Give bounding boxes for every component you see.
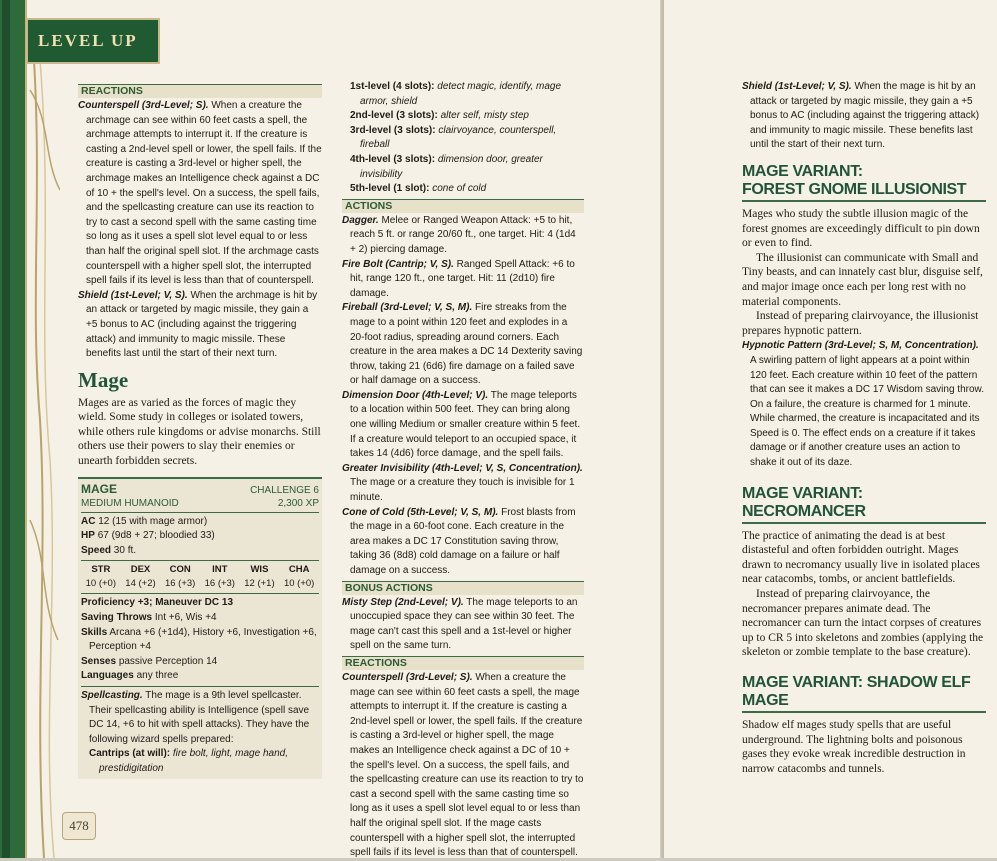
action-text: The mage or a creature they touch is invisible for 1 minute. [350,477,575,504]
reaction-entry [342,671,584,861]
senses-value: passive Perception 14 [118,655,218,667]
spell-level-label: 1st-level (4 slots): [350,81,435,92]
action-name: Cone of Cold (5th-Level; V, S, M). [342,506,499,518]
bonus-name: Misty Step (2nd-Level; V). [342,596,464,608]
shadow-elf-heading: MAGE VARIANT: SHADOW ELF MAGE [742,674,986,713]
gnome-variant-heading [742,163,986,202]
shield-text-right: When the mage is hit by an attack or targeted by magic missile, they gain a +5 bonus to AC (including against the triggering attack) and immunity to magic missile. These benefits last until the start of their next turn. [750,81,980,151]
speed-label: Speed [81,544,112,556]
spell-level-spells: alter self, misty step [440,110,529,122]
spell-level-spells: cone of cold [432,183,487,195]
ability-score: 14 (+2) [125,578,156,590]
shadow-elf-body [742,718,986,776]
gnome-paragraph: Instead of preparing clairvoyance, the illusionist prepares hypnotic pattern. [742,310,979,337]
ability-score: 10 (+0) [283,578,315,590]
statblock-name: MAGE [81,481,117,496]
ac-label: AC [81,515,96,527]
ability-name: STR [91,564,111,576]
spell-level-line [342,182,584,197]
cantrips-label: Cantrips (at will): [89,748,171,760]
action-text: Ranged Spell Attack: +6 to hit, range 120 ft., one target. Hit: 11 (2d10) fire damage. [350,258,575,299]
spell-level-spells: clairvoyance, counterspell, fireball [360,124,557,151]
cantrips-list: fire bolt, light, mage hand, prestidigitation [99,748,288,774]
action-entry [342,214,584,258]
spell-level-line [342,124,584,153]
action-entry [342,462,584,506]
spell-level-line [342,80,584,109]
reactions-heading-2: REACTIONS [342,656,584,670]
speed-value: 30 ft. [113,544,137,556]
action-text: Fire streaks from the mage to a point within 120 feet and explodes in a 20-foot radius, spreading around corners. Each creature in the area makes a DC 14 Dexterity saving throw, taking 21 (6d6) fire damage on a failed save or half damage on a success. [350,302,583,387]
spell-level-label: 5th-level (1 slot): [350,183,430,195]
ability-name: CHA [288,564,310,576]
action-text: The mage teleports to a location within 500 feet. They can bring along one willing Medium or smaller creature within 5 feet. If a creature would teleport to an occupied space, it takes 14 (4d6) force damage, and the spell fails. [350,389,581,460]
ability-table [81,563,319,591]
action-entry [342,389,584,462]
right-page [664,0,997,858]
gnome-body [742,207,986,338]
action-name: Fireball (3rd-Level; V, S, M). [342,302,473,314]
hypnotic-text: A swirling pattern of light appears at a point within 120 feet. Each creature within 10 feet of the pattern that can see it makes a DC 17 Wisdom saving throw. On a failure, the creature is charmed for 1 minute. While charmed, the creature is incapacitated and its Speed is 0. The effect ends on a creature if it takes damage or if another creature uses an action to shake it out of its daze. [750,354,984,469]
bonus-actions-heading: BONUS ACTIONS [342,581,584,595]
necromancer-body [742,529,986,660]
languages-value: any three [136,670,179,682]
statblock-type: MEDIUM HUMANOID [81,497,179,509]
shield-name: Shield (1st-Level; V, S). [78,289,188,301]
gnome-paragraph: The illusionist can communicate with Small and Tiny beasts, and can innately cast blur, disguise self, and major image once each per long rest with no material components. [742,251,983,308]
middle-column [342,80,584,861]
necromancer-heading: MAGE VARIANT: NECROMANCER [742,485,986,524]
ability-name: DEX [130,564,151,576]
action-name: Dagger. [342,214,379,226]
counterspell-name: Counterspell (3rd-Level; S). [78,100,209,111]
necromancer-paragraph: Instead of preparing clairvoyance, the necromancer prepares animate dead. The necromancer can turn the intact corpses of creatures up to CR 5 into skeletons and zombies (applying the skeleton or zombie template to the base creature). [742,588,984,659]
bonus-text: The mage teleports to an unoccupied space they can see within 30 feet. The mage can't cast this spell and a 1st-level or higher spell on the same turn. [350,596,578,652]
statblock-xp: 2,300 XP [277,497,319,509]
senses-label: Senses [81,655,117,667]
reaction-text: When a creature the mage can see within 60 feet casts a spell, the mage attempts to interrupt it. If the creature is casting a 2nd-level spell or lower, the spell fails. If the creature is casting a 3rd-level or higher spell, the mage makes an Intelligence check against a DC of 10 + the spell's level. On a success, the spell fails, and the spellcasting creature can use its reaction to try to cast a second spell with the same casting time so long as it uses a spell slot level equal to or less than half the original spell slot. If the mage casts counterspell with a higher spell slot, the interrupted spell fails if its level is less than that of counterspell. [350,671,584,859]
spell-level-line [342,153,584,182]
ability-score: 12 (+1) [244,578,275,590]
ability-name: CON [169,564,191,576]
action-name: Dimension Door (4th-Level; V). [342,389,489,401]
spellcasting-text: The mage is a 9th level spellcaster. Their spellcasting ability is Intelligence (spell save DC 14, +6 to hit with spell attacks). They have the following wizard spells prepared: [89,690,310,745]
spell-level-spells: detect magic, identify, mage armor, shield [360,81,562,107]
bonus-entry [342,596,584,654]
shield-entry [78,289,322,362]
counterspell-entry [78,99,322,289]
ac-value: 12 (15 with mage armor) [98,515,208,527]
spell-level-line [342,109,584,124]
actions-heading: ACTIONS [342,199,584,213]
ability-name: WIS [250,564,269,576]
ability-score: 16 (+3) [164,578,196,590]
ability-score: 16 (+3) [204,578,235,590]
gnome-heading-line-1: MAGE VARIANT: [742,162,863,180]
shield-text: When the archmage is hit by an attack or targeted by magic missile, they gain a +5 bonus to AC (including against the triggering attack) and immunity to magic missile. These benefits last until the start of their next turn. [86,289,318,360]
skills-label: Skills [81,626,108,638]
hp-value: 67 (9d8 + 27; bloodied 33) [97,530,215,542]
reactions-heading: REACTIONS [78,84,322,98]
hypnotic-entry [742,339,986,470]
spellcasting-name: Spellcasting. [81,690,143,701]
counterspell-text: When a creature the archmage can see within 60 feet casts a spell, the archmage attempts to interrupt it. If the creature is casting a 2nd-level spell or lower, the spell fails. If the creature is casting a 3rd-level or higher spell, the archmage makes an Intelligence check against a DC of 10 + the spell's level. On a success, the spell fails, and the spellcasting creature can use its reaction to try to cast a second spell with the same casting time so long as it uses a spell slot level equal to or less than half the original spell slot. If the archmage casts counterspell with a higher spell slot, the interrupted spell fails if its level is less than that of counterspell. [86,100,322,287]
hp-label: HP [81,530,95,542]
mage-title: Mage [78,367,129,392]
action-entry [342,506,584,579]
skills-value: Arcana +6 (+1d4), History +6, Investigation +6, Perception +4 [89,626,317,653]
action-name: Fire Bolt (Cantrip; V, S). [342,258,454,270]
hypnotic-name: Hypnotic Pattern (3rd-Level; S, M, Concentration). [742,340,979,352]
action-text: Melee or Ranged Weapon Attack: +5 to hit, reach 5 ft. or range 20/60 ft., one target. Hit: 4 (1d4 + 2) piercing damage. [350,214,576,255]
gnome-heading-line-2: FOREST GNOME ILLUSIONIST [742,180,967,198]
statblock-header [81,482,319,510]
gnome-paragraph: Mages who study the subtle illusion magic of the forest gnomes are exceedingly difficult to pin down or even to find. [742,207,980,250]
spell-level-label: 3rd-level (3 slots): [350,124,436,136]
statblock-challenge: CHALLENGE 6 [250,484,319,496]
action-entry [342,258,584,302]
shadow-elf-paragraph: Shadow elf mages study spells that are useful underground. The lightning bolts and poisonous gases they evoke wreak incredible destruction in narrow catacombs and tunnels. [742,719,966,775]
shield-entry-right [742,80,986,153]
proficiency-line: Proficiency +3; Maneuver DC 13 [81,597,234,609]
spell-level-label: 4th-level (3 slots): [350,153,436,165]
ability-score: 10 (+0) [85,578,117,590]
saves-label: Saving Throws [81,612,153,624]
left-column [78,82,322,779]
level-up-banner: LEVEL UP [26,18,160,64]
mage-description-block [78,396,322,469]
shield-name-right: Shield (1st-Level; V, S). [742,81,852,92]
mage-description: Mages are as varied as the forces of magic they wield. Some study in colleges or isolated towers, while others rule kingdoms or advise monarchs. Still others use their powers to slay their enemies or unearth forbidden secrets. [78,396,321,468]
saves-value: Int +6, Wis +4 [154,612,217,624]
spell-level-spells: dimension door, greater invisibility [360,153,543,180]
spell-level-label: 2nd-level (3 slots): [350,110,438,122]
action-name: Greater Invisibility (4th-Level; V, S, Concentration). [342,462,583,474]
necromancer-paragraph: The practice of animating the dead is at best distasteful and often forbidden outright. Mages drawn to necromancy usually live in isolated places near catacombs, tombs, or ancient battlefields. [742,529,980,586]
statblock [78,477,322,779]
languages-label: Languages [81,670,134,682]
action-entry [342,301,584,389]
action-text: Frost blasts from the mage in a 60-foot cone. Each creature in the area makes a DC 17 Constitution saving throw, taking 36 (8d8) cold damage on a failure or half damage on a success. [350,506,576,576]
ability-name: INT [212,564,228,576]
reaction-name: Counterspell (3rd-Level; S). [342,671,473,683]
right-column [742,80,986,776]
vine-border-decoration [0,0,60,858]
page-number: 478 [62,812,96,840]
